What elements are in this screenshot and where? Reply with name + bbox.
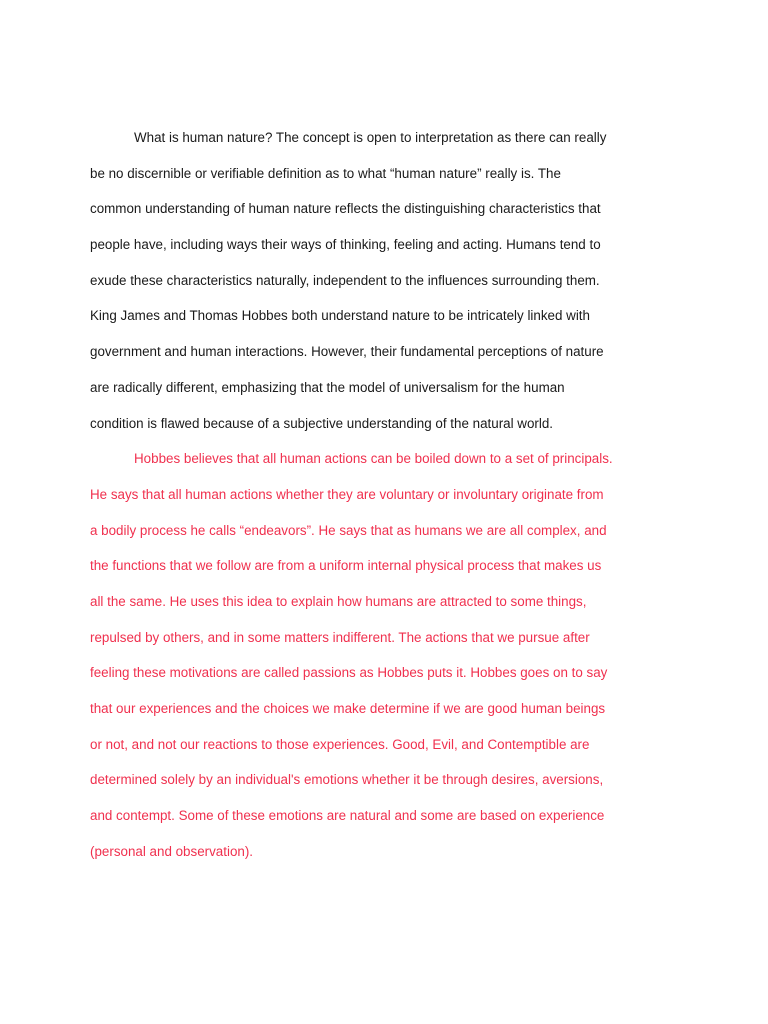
paragraph-line: Hobbes believes that all human actions can be boiled down to a set of principals. bbox=[134, 451, 613, 467]
paragraph-line: a bodily process he calls “endeavors”. He says that as humans we are all complex, and bbox=[90, 522, 607, 538]
paragraph-line: and contempt. Some of these emotions are natural and some are based on experience bbox=[90, 808, 605, 824]
paragraph-line: the functions that we follow are from a uniform internal physical process that makes us bbox=[90, 558, 602, 574]
paragraph-line: that our experiences and the choices we make determine if we are good human beings bbox=[90, 701, 606, 716]
paragraph-line: What is human nature? The concept is open to interpretation as there can really bbox=[134, 130, 607, 145]
paragraph-line: He says that all human actions whether they are voluntary or involuntary originate from bbox=[90, 486, 604, 502]
paragraph-line: determined solely by an individual's emotions whether it be through desires, aversions, bbox=[90, 772, 604, 788]
paragraph-line: (personal and observation). bbox=[90, 843, 254, 859]
paragraph-line: or not, and not our reactions to those experiences. Good, Evil, and Contemptible are bbox=[90, 736, 590, 752]
paragraph-line: exude these characteristics naturally, independent to the influences surrounding them. bbox=[90, 272, 600, 288]
paragraph-line: King James and Thomas Hobbes both understand nature to be intricately linked with bbox=[90, 308, 590, 324]
paragraph-hobbes bbox=[90, 441, 675, 869]
paragraph-line: people have, including ways their ways of thinking, feeling and acting. Humans tend to bbox=[90, 237, 601, 253]
paragraph-line: government and human interactions. However, their fundamental perceptions of nature bbox=[90, 344, 604, 360]
paragraph-human-nature bbox=[90, 120, 675, 441]
paragraph-line: be no discernible or verifiable definition as to what “human nature” really is. The bbox=[90, 165, 561, 181]
paragraph-line: condition is flawed because of a subjective understanding of the natural world. bbox=[90, 415, 554, 431]
document-body bbox=[90, 120, 675, 869]
paragraph-line: common understanding of human nature reflects the distinguishing characteristics that bbox=[90, 201, 601, 217]
paragraph-line: are radically different, emphasizing that the model of universalism for the human bbox=[90, 379, 565, 395]
paragraph-line: repulsed by others, and in some matters indifferent. The actions that we pursue after bbox=[90, 629, 590, 645]
paragraph-line: feeling these motivations are called passions as Hobbes puts it. Hobbes goes on to say bbox=[90, 665, 608, 681]
paragraph-line: all the same. He uses this idea to explain how humans are attracted to some things, bbox=[90, 593, 587, 609]
